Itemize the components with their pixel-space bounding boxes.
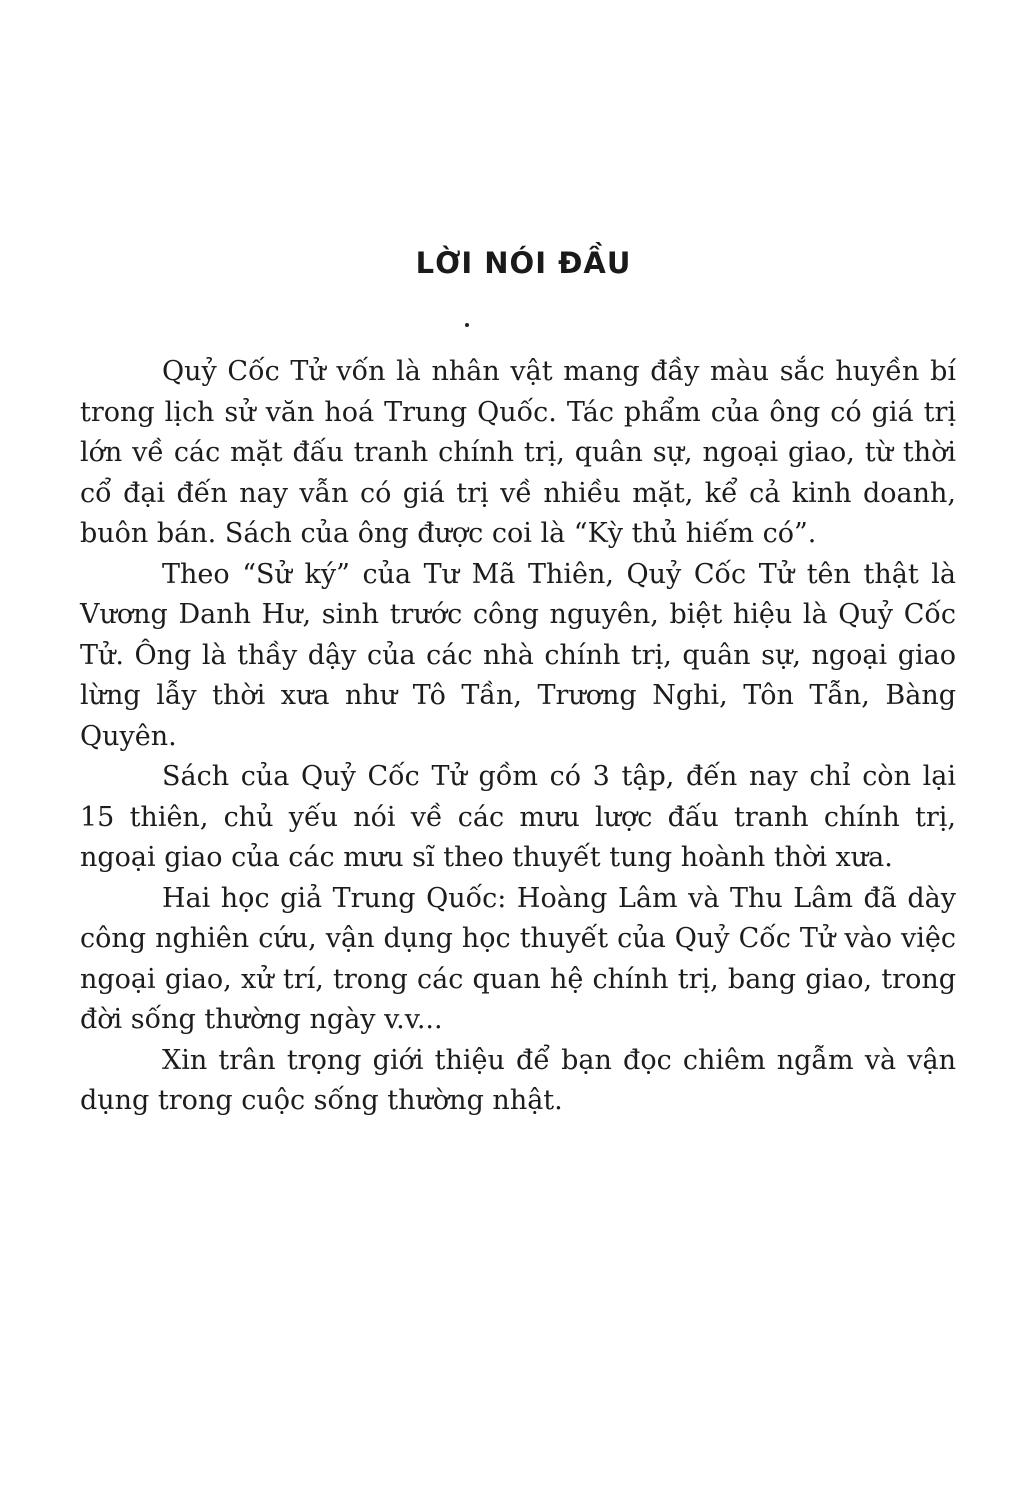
paragraph-5: Xin trân trọng giới thiệu để bạn đọc chiêm ngẫm và vận dụng trong cuộc sống thường nhật.	[80, 1044, 956, 1116]
paragraph-3: Sách của Quỷ Cốc Tử gồm có 3 tập, đến nay chỉ còn lại 15 thiên, chủ yếu nói về các mưu lược đấu tranh chính trị, ngoại giao của các mưu sĩ theo thuyết tung hoành thời xưa.	[80, 761, 956, 873]
paragraph-2: Theo “Sử ký” của Tư Mã Thiên, Quỷ Cốc Tử tên thật là Vương Danh Hư, sinh trước công nguyên, biệt hiệu là Quỷ Cốc Tử. Ông là thầy dậy của các nhà chính trị, quân sự, ngoại giao lừng lẫy thời xưa như Tô Tần, Trương Nghi, Tôn Tẫn, Bàng Quyên.	[80, 558, 956, 752]
paragraph-4: Hai học giả Trung Quốc: Hoàng Lâm và Thu Lâm đã dày công nghiên cứu, vận dụng học thuyết của Quỷ Cốc Tử vào việc ngoại giao, xử trí, trong các quan hệ chính trị, bang giao, trong đời sống thường ngày v.v...	[80, 882, 956, 1035]
preface-body	[80, 352, 956, 1122]
decorative-dot	[465, 323, 469, 327]
page-title: LỜI NÓI ĐẦU	[415, 246, 632, 280]
paragraph-1: Quỷ Cốc Tử vốn là nhân vật mang đầy màu sắc huyền bí trong lịch sử văn hoá Trung Quốc. Tác phẩm của ông có giá trị lớn về các mặt đấu tranh chính trị, quân sự, ngoại giao, từ thời cổ đại đến nay vẫn có giá trị về nhiều mặt, kể cả kinh doanh, buôn bán. Sách của ông được coi là “Kỳ thủ hiếm có”.	[80, 356, 956, 549]
